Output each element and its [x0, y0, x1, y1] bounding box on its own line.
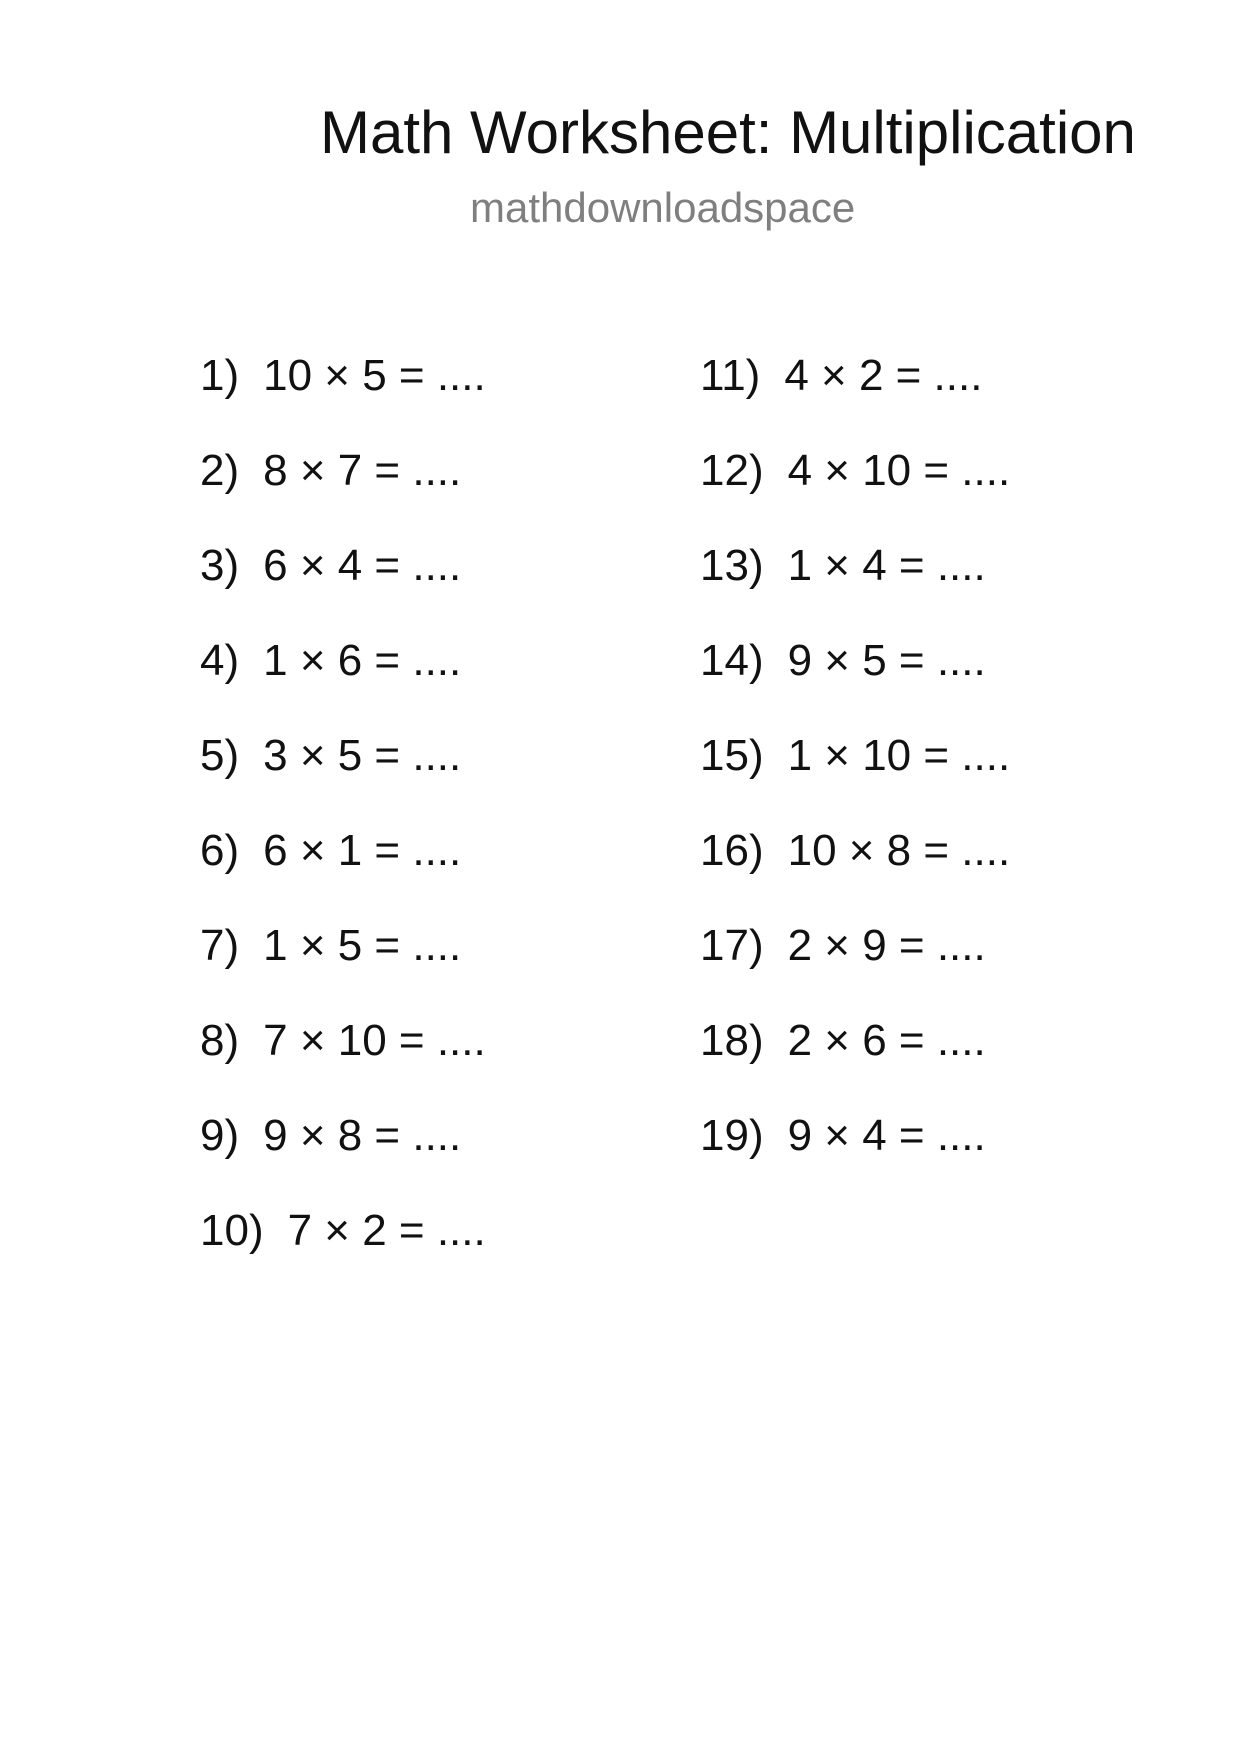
problem-19: [700, 1110, 1010, 1205]
problem-number: 6): [200, 826, 240, 875]
problem-number: 11): [700, 351, 761, 400]
problem-number: 4): [200, 636, 240, 685]
problems-column-left: [200, 350, 486, 1300]
problem-number: 3): [200, 541, 240, 590]
problem-6: [200, 825, 486, 920]
problem-number: 2): [200, 446, 240, 495]
problem-number: 16): [700, 826, 764, 875]
problem-14: [700, 635, 1010, 730]
problem-10: [200, 1205, 486, 1300]
problem-expression: 9 × 5 = ....: [787, 636, 986, 685]
problem-number: 15): [700, 731, 764, 780]
problem-number: 19): [700, 1111, 764, 1160]
problem-expression: 9 × 8 = ....: [263, 1111, 462, 1160]
problem-number: 9): [200, 1111, 240, 1160]
problem-number: 12): [700, 446, 764, 495]
problem-13: [700, 540, 1010, 635]
problem-16: [700, 825, 1010, 920]
problem-12: [700, 445, 1010, 540]
problem-expression: 10 × 5 = ....: [263, 351, 486, 400]
problem-11: [700, 350, 1010, 445]
worksheet-subtitle: mathdownloadspace: [470, 184, 856, 231]
problem-expression: 2 × 9 = ....: [787, 921, 986, 970]
problem-expression: 6 × 1 = ....: [263, 826, 462, 875]
problem-1: [200, 350, 486, 445]
problem-number: 5): [200, 731, 240, 780]
problem-expression: 7 × 10 = ....: [263, 1016, 486, 1065]
worksheet-title: Math Worksheet: Multiplication: [320, 99, 1136, 166]
problem-number: 8): [200, 1016, 240, 1065]
problem-expression: 4 × 10 = ....: [787, 446, 1011, 495]
problem-number: 10): [200, 1206, 264, 1255]
problem-17: [700, 920, 1010, 1015]
problem-expression: 2 × 6 = ....: [787, 1016, 986, 1065]
problem-expression: 8 × 7 = ....: [263, 446, 462, 495]
problem-number: 1): [200, 351, 240, 400]
problems-column-right: [700, 350, 1010, 1205]
problem-number: 17): [700, 921, 764, 970]
problem-18: [700, 1015, 1010, 1110]
problem-expression: 1 × 5 = ....: [263, 921, 462, 970]
problem-expression: 4 × 2 = ....: [784, 351, 983, 400]
problem-expression: 3 × 5 = ....: [263, 731, 462, 780]
problem-3: [200, 540, 486, 635]
problem-expression: 1 × 4 = ....: [787, 541, 986, 590]
problem-number: 14): [700, 636, 764, 685]
problem-15: [700, 730, 1010, 825]
problem-number: 13): [700, 541, 764, 590]
problem-expression: 1 × 6 = ....: [263, 636, 462, 685]
problem-number: 7): [200, 921, 240, 970]
problem-7: [200, 920, 486, 1015]
problem-5: [200, 730, 486, 825]
problem-expression: 9 × 4 = ....: [787, 1111, 986, 1160]
problem-8: [200, 1015, 486, 1110]
problem-expression: 10 × 8 = ....: [787, 826, 1011, 875]
problem-expression: 7 × 2 = ....: [287, 1206, 486, 1255]
problem-expression: 6 × 4 = ....: [263, 541, 462, 590]
problem-2: [200, 445, 486, 540]
problem-9: [200, 1110, 486, 1205]
problem-4: [200, 635, 486, 730]
problem-expression: 1 × 10 = ....: [787, 731, 1011, 780]
problem-number: 18): [700, 1016, 764, 1065]
